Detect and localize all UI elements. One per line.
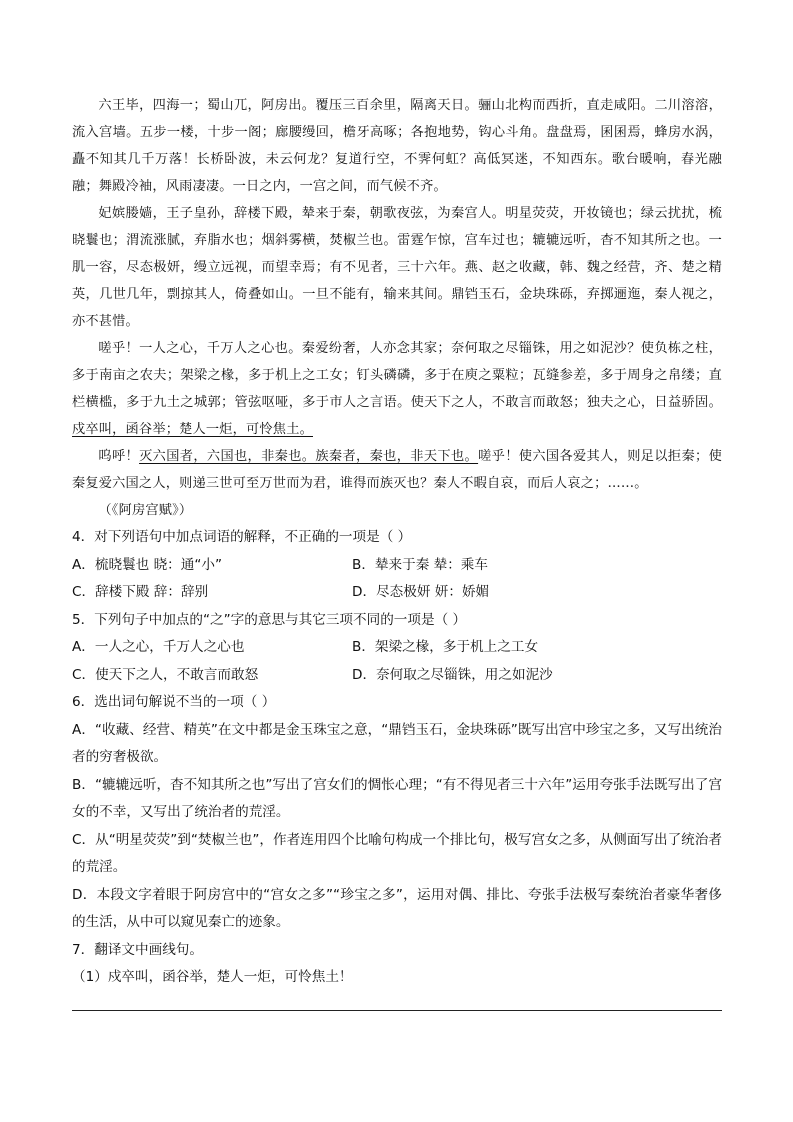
- question-6: [72, 689, 722, 937]
- question-4-option-a[interactable]: A．梳晓鬟也 晓：通“小”: [72, 556, 223, 573]
- question-5-option-a[interactable]: A．一人之心，千万人之心也: [72, 639, 245, 655]
- question-4-stem: 4．对下列语句中加点词语的解释，不正确的一项是（ ）: [72, 529, 412, 545]
- passage-paragraph-3: [72, 335, 722, 443]
- passage-paragraph-4: [72, 443, 722, 497]
- question-7-stem: 7．翻译文中画线句。: [72, 941, 203, 958]
- question-5-option-b[interactable]: B．架梁之椽，多于机上之工女: [352, 639, 539, 655]
- question-5: [72, 607, 722, 690]
- question-6-option-d[interactable]: D．本段文字着眼于阿房宫中的“宫女之多”“珍宝之多”，运用对偶、排比、夸张手法极写秦统治者豪华奢侈的生活，从中可以窥见秦亡的迹象。: [72, 886, 722, 930]
- passage-paragraph-2: 妃嫔媵嫱，王子皇孙，辞楼下殿，辇来于秦，朝歌夜弦，为秦宫人。明星荧荧，开妆镜也；绿云扰扰，梳晓鬟也；渭流涨腻，弃脂水也；烟斜雾横，焚椒兰也。雷霆乍惊，宫车过也；辘辘远听，杳不知其所之也。一肌一容，尽态极妍，缦立远视，而望幸焉；有不见者，三十六年。燕、赵之收藏，韩、魏之经营，齐、楚之精英，几世几年，剽掠其人，倚叠如山。一旦不能有，输来其间。鼎铛玉石，金块珠砾，弃掷逦迤，秦人视之，亦不甚惜。: [72, 206, 722, 329]
- passage-paragraph-1: 六王毕，四海一；蜀山兀，阿房出。覆压三百余里，隔离天日。骊山北构而西折，直走咸阳。二川溶溶，流入宫墙。五步一楼，十步一阁；廊腰缦回，檐牙高啄；各抱地势，钩心斗角。盘盘焉，囷囷焉，蜂房水涡，矗不知其几千万落！长桥卧波，未云何龙？复道行空，不霁何虹？高低冥迷，不知西东。歌台暖响，春光融融；舞殿冷袖，风雨凄凄。一日之内，一宫之间，而气候不齐。: [72, 98, 722, 194]
- question-5-option-d[interactable]: D．奈何取之尽锱铢，用之如泥沙: [352, 666, 553, 683]
- reading-passage: [72, 92, 722, 524]
- question-7: [72, 937, 722, 992]
- underlined-sentence-1: 戍卒叫，函谷举；楚人一炬，可怜焦土。: [72, 422, 313, 437]
- passage-source: （《阿房宫赋》）: [98, 503, 193, 518]
- answer-line[interactable]: [72, 1010, 722, 1011]
- exam-page: [72, 92, 722, 992]
- question-7-sub-1: （1）戍卒叫，函谷举，楚人一炬，可怜焦土！: [72, 969, 353, 985]
- question-4-option-c[interactable]: C．辞楼下殿 辞：辞别: [72, 584, 209, 600]
- paragraph-4-start: 呜呼！: [98, 449, 140, 464]
- question-4-option-d[interactable]: D．尽态极妍 妍：娇媚: [352, 584, 490, 600]
- question-4-option-b[interactable]: B．辇来于秦 辇：乘车: [352, 556, 488, 573]
- question-5-option-c[interactable]: C．使天下之人，不敢言而敢怒: [72, 666, 259, 683]
- question-5-stem: 5．下列句子中加点的“之”字的意思与其它三项不同的一项是（ ）: [72, 611, 467, 628]
- paragraph-3-text: 嗟乎！一人之心，千万人之心也。秦爱纷奢，人亦念其家；奈何取之尽锱铢，用之如泥沙？使负栋之柱，多于南亩之农夫；架梁之椽，多于机上之工女；钉头磷磷，多于在庾之粟粒；瓦缝参差，多于周身之帛缕；直栏横槛，多于九土之城郭；管弦呕哑，多于市人之言语。使天下之人，不敢言而敢怒；独夫之心，日益骄固。: [72, 341, 722, 410]
- question-6-stem: 6．选出词句解说不当的一项（ ）: [72, 694, 276, 710]
- paragraph-4-rest: 嗟乎！使六国各爱其人，则足以拒秦；使秦复爱六国之人，则递三世可至万世而为君，谁得而族灭也？秦人不暇自哀，而后人哀之；……。: [72, 449, 722, 491]
- question-4: [72, 524, 722, 607]
- underlined-sentence-2: 灭六国者，六国也，非秦也。族秦者，秦也，非天下也。: [139, 449, 479, 464]
- question-6-option-a[interactable]: A．“收藏、经营、精英”在文中都是金玉珠宝之意，“鼎铛玉石，金块珠砾”既写出宫中珍宝之多，又写出统治者的穷奢极欲。: [72, 721, 722, 765]
- question-6-option-c[interactable]: C．从“明星荧荧”到“焚椒兰也”，作者连用四个比喻句构成一个排比句，极写宫女之多，从侧面写出了统治者的荒淫。: [72, 831, 722, 875]
- question-6-option-b[interactable]: B．“辘辘远听，杳不知其所之也”写出了宫女们的惆怅心理；“有不得见者三十六年”运用夸张手法既写出了宫女的不幸，又写出了统治者的荒淫。: [72, 776, 722, 820]
